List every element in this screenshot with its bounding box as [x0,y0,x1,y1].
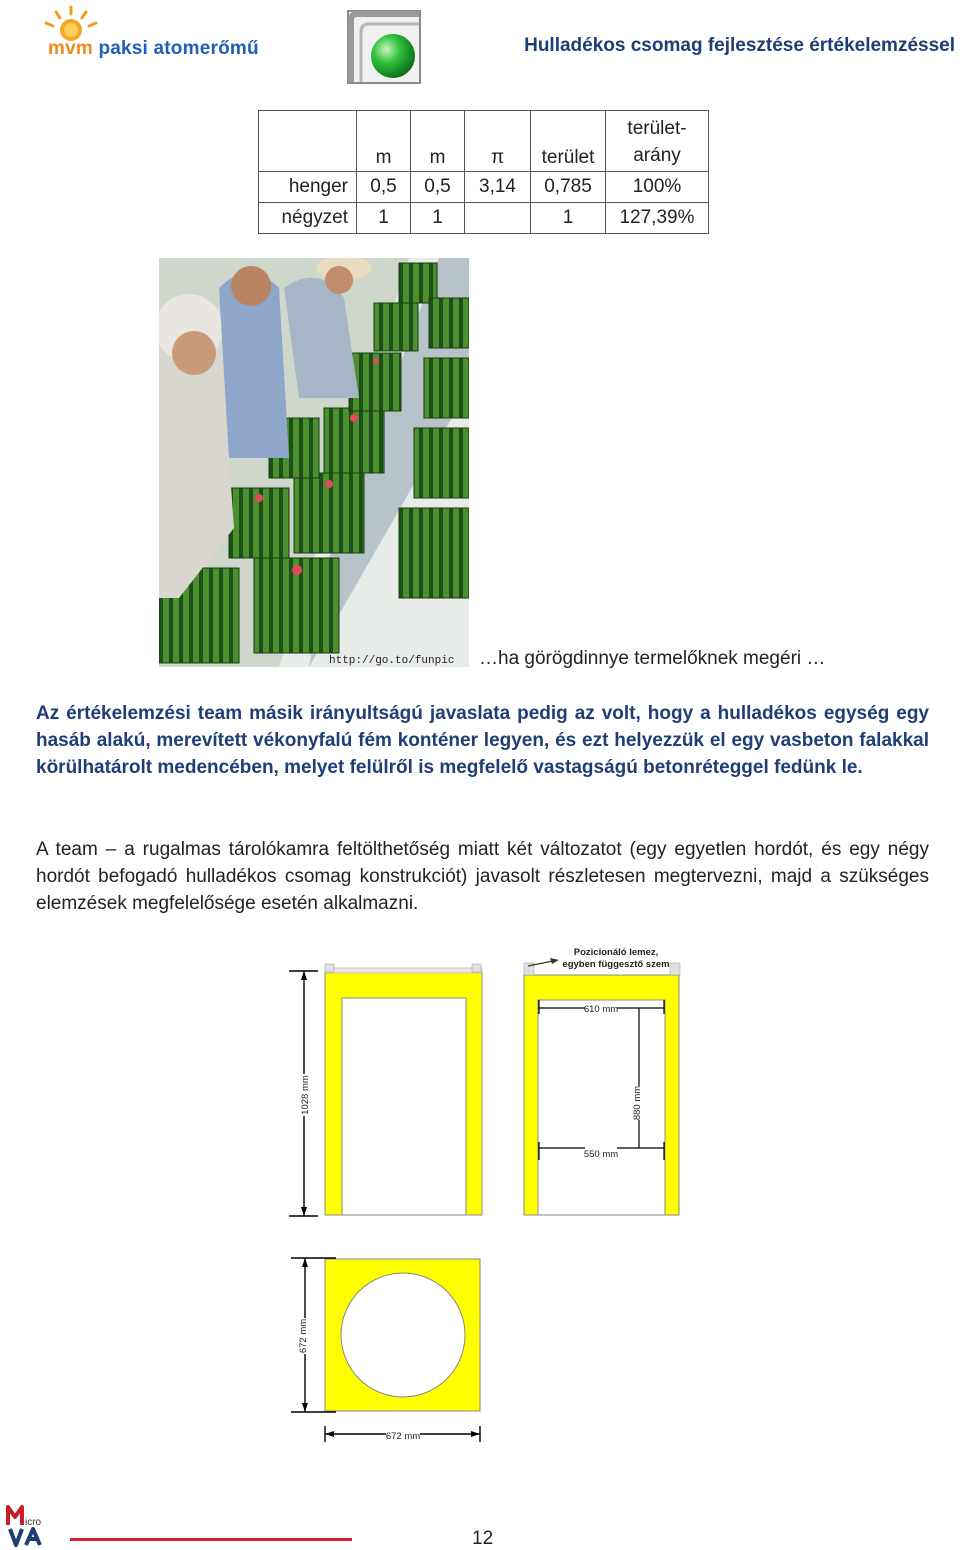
photo-watermark: http://go.to/funpic [329,655,455,667]
footer-divider-line [70,1538,352,1541]
container-technical-drawing [0,930,960,1450]
table-header-cell: m [357,111,411,172]
dim-width-bottom-label: 550 mm [583,1149,619,1160]
square-with-circle-plan [325,1259,480,1411]
table-cell [465,203,531,234]
annotation-line1: Pozicionáló lemez, [573,947,659,958]
table-header-cell: terület [531,111,606,172]
paragraph-proposal: Az értékelemzési team másik irányultságú javaslata pedig az volt, hogy a hulladékos egység egy hasáb alakú, merevített vékonyfalú fém konténer legyen, és ezt helyezzük el egy vasbeton falakkal körülhatárolt medencében, melyet felülről is megfelelő vastagságú betonréteggel fedünk le. [36,703,929,778]
dim-square-width-label: 672 mm [385,1431,421,1442]
document-title: Hulladékos csomag fejlesztése értékelemzéssel [524,35,955,56]
table-cell: 3,14 [465,172,531,203]
company-logo-text [48,38,259,60]
table-row [259,203,709,234]
table-header-cell: π [465,111,531,172]
table-header-cell: terület-arány [606,111,709,172]
table-cell: 1 [411,203,465,234]
green-sphere-emblem-icon [347,10,421,84]
area-comparison-table [258,110,709,234]
table-cell: négyzet [259,203,357,234]
table-header-cell: m [411,111,465,172]
dim-square-height-label: 672 mm [298,1318,309,1354]
dim-height-label: 1028 mm [300,1075,311,1115]
dim-inner-height-label: 880 mm [632,1085,643,1121]
page-number: 12 [472,1528,494,1549]
footer-logo-text: icro [25,1517,42,1528]
photo-caption: …ha görögdinnye termelőknek megéri … [479,648,826,669]
microva-logo-icon [6,1503,66,1547]
table-cell: 127,39% [606,203,709,234]
table-header-row [259,111,709,172]
table-cell: 100% [606,172,709,203]
table-cell: 0,785 [531,172,606,203]
table-cell: 0,5 [411,172,465,203]
table-cell: 1 [531,203,606,234]
table-cell: 0,5 [357,172,411,203]
dim-width-top-label: 610 mm [583,1004,619,1015]
table-row [259,172,709,203]
single-barrel-container [325,964,482,1215]
table-cell: henger [259,172,357,203]
table-header-cell [259,111,357,172]
table-cell: 1 [357,203,411,234]
four-barrel-container [524,963,680,1215]
annotation-line2: egyben függesztő szem [562,959,670,970]
paragraph-team-variants: A team – a rugalmas tárolókamra feltölthetőség miatt két változatot (egy egyetlen hordót, és egy négy hordót befogadó hulladékos csomag konstrukciót) javasolt részletesen megtervezni, majd a szükséges elemzések megfelelősége esetén alkalmazni. [36,839,929,914]
logo-name: paksi atomerőmű [98,38,259,59]
square-watermelon-photo [159,258,469,667]
logo-prefix: mvm [48,38,93,59]
